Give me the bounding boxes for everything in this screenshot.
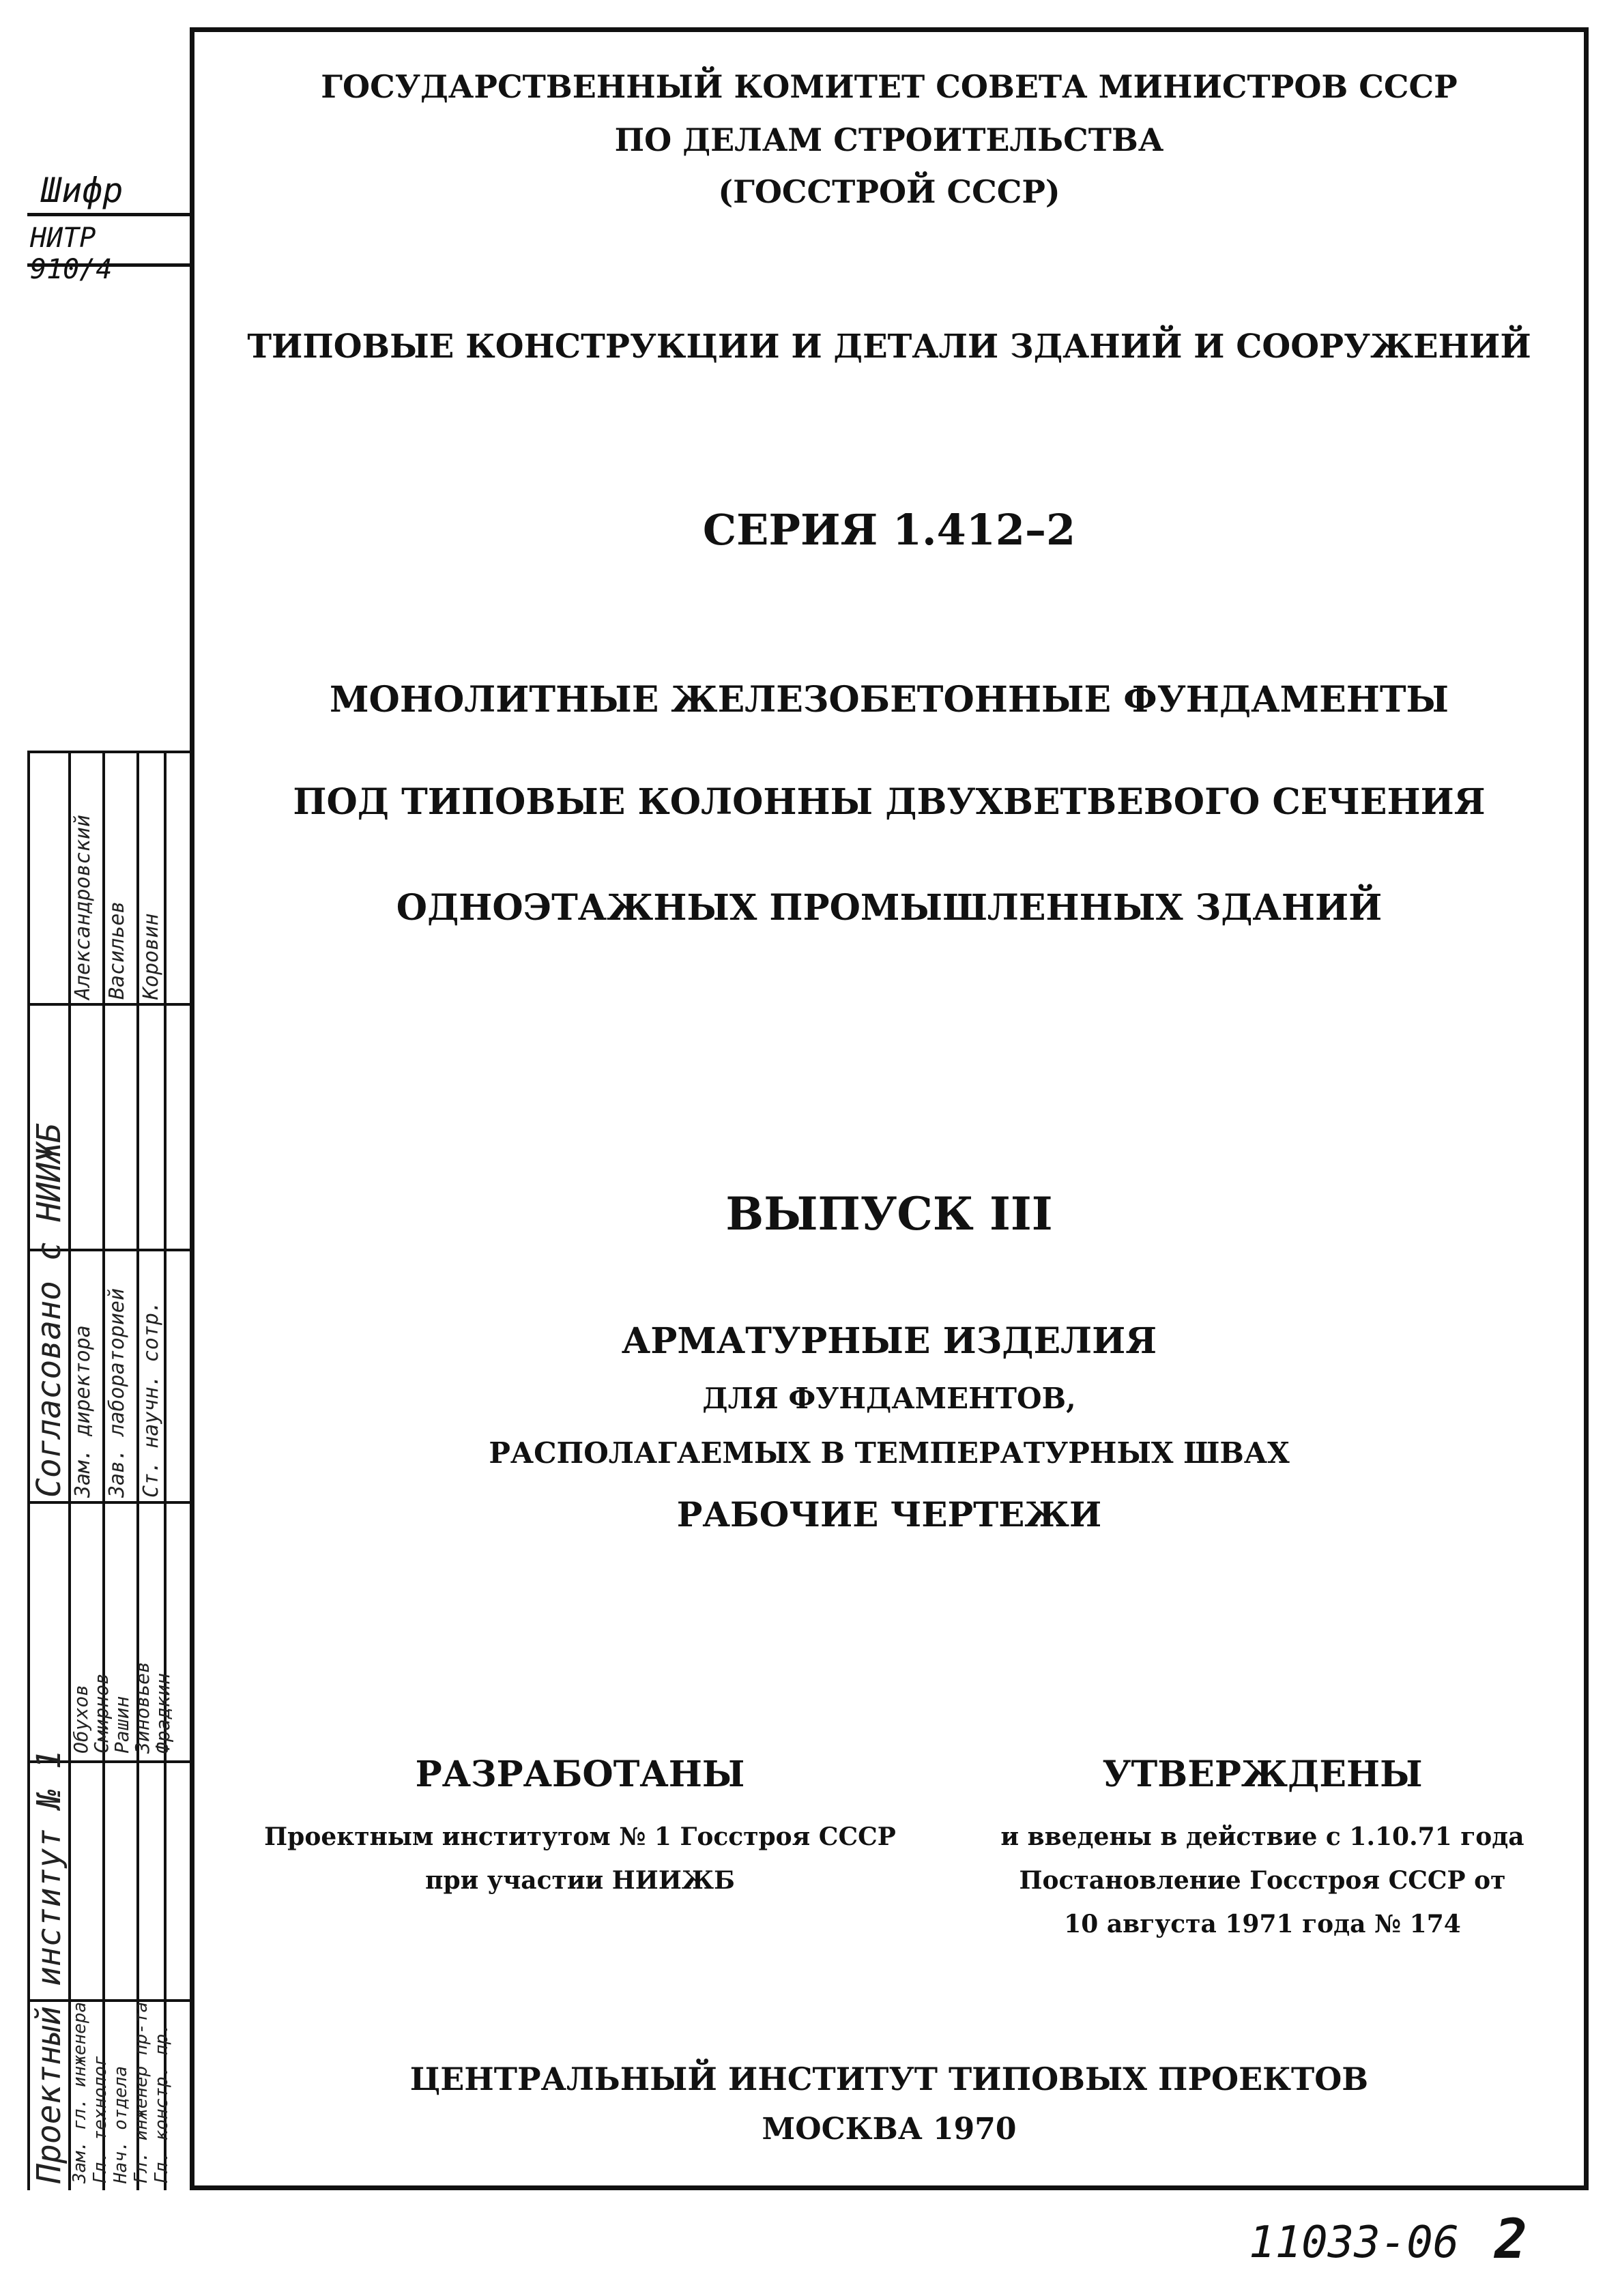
institute-role: Зам. гл. инженера	[70, 2001, 90, 2183]
subject-line-2: ПОД ТИПОВЫЕ КОЛОННЫ ДВУХВЕТВЕВОГО СЕЧЕНИЯ	[293, 781, 1486, 823]
cipher-code: НИТР 910/4	[30, 222, 113, 285]
developed-line-2: при участии НИИЖБ	[425, 1866, 735, 1895]
approved-block	[955, 1754, 1570, 1938]
issue-desc-line-1: АРМАТУРНЫЕ ИЗДЕЛИЯ	[621, 1320, 1157, 1362]
publisher-line-2: МОСКВА 1970	[762, 2112, 1017, 2147]
institute-role: Гл. констр. пр.	[151, 2023, 172, 2183]
institute-name: Рашин	[111, 1696, 133, 1754]
approved-heading: УТВЕРЖДЕНЫ	[1102, 1754, 1423, 1795]
institute-name: Фрадкин	[151, 1672, 174, 1754]
agreed-name: Коровин	[139, 913, 163, 1000]
institute-role: Гл. технолог	[90, 2055, 111, 2183]
collection-title: ТИПОВЫЕ КОНСТРУКЦИИ И ДЕТАЛИ ЗДАНИЙ И СООРУЖЕНИЙ	[247, 328, 1531, 366]
issue-desc-line-4: РАБОЧИЕ ЧЕРТЕЖИ	[676, 1494, 1102, 1535]
agreed-role: Ст. научн. сотр.	[139, 1300, 163, 1498]
issue-desc-line-2: ДЛЯ ФУНДАМЕНТОВ,	[702, 1382, 1076, 1415]
publisher-line-1: ЦЕНТРАЛЬНЫЙ ИНСТИТУТ ТИПОВЫХ ПРОЕКТОВ	[409, 2061, 1369, 2097]
issue-desc-line-3: РАСПОЛАГАЕМЫХ В ТЕМПЕРАТУРНЫХ ШВАХ	[489, 1436, 1290, 1470]
approved-line-1: и введены в действие с 1.10.71 года	[1000, 1822, 1524, 1851]
page-number: 2	[1494, 2207, 1528, 2271]
approval-strip	[27, 751, 190, 2190]
issue-title: ВЫПУСК III	[725, 1187, 1053, 1240]
agreed-role: Зав. лабораторией	[105, 1288, 129, 1498]
footer-code: 11033-06	[1249, 2218, 1460, 2268]
institute-role: Нач. отдела	[111, 2065, 131, 2183]
approved-line-3: 10 августа 1971 года № 174	[1064, 1910, 1461, 1938]
header-line-2: ПО ДЕЛАМ СТРОИТЕЛЬСТВА	[614, 121, 1164, 158]
subject-line-1: МОНОЛИТНЫЕ ЖЕЛЕЗОБЕТОННЫЕ ФУНДАМЕНТЫ	[329, 679, 1449, 721]
header-line-3: (ГОССТРОЙ СССР)	[718, 173, 1060, 210]
agreed-name: Александровский	[71, 815, 95, 1000]
institute-name: Смирнов	[90, 1672, 113, 1754]
cipher-stamp	[27, 164, 190, 285]
series-title: СЕРИЯ 1.412–2	[702, 505, 1076, 555]
approved-line-2: Постановление Госстроя СССР от	[1019, 1866, 1506, 1895]
institute-role: Гл. инженер пр-та	[131, 2001, 151, 2183]
institute-name: Зиновьев	[131, 1661, 154, 1754]
cipher-label: Шифр	[41, 171, 124, 210]
agreed-name: Васильев	[105, 901, 129, 1000]
institute-name: Обухов	[70, 1684, 92, 1754]
developed-line-1: Проектным институтом № 1 Госстроя СССР	[264, 1822, 896, 1851]
subject-line-3: ОДНОЭТАЖНЫХ ПРОМЫШЛЕННЫХ ЗДАНИЙ	[396, 887, 1383, 929]
developed-heading: РАЗРАБОТАНЫ	[415, 1754, 745, 1795]
developed-block	[239, 1754, 921, 1895]
header-line-1: ГОСУДАРСТВЕННЫЙ КОМИТЕТ СОВЕТА МИНИСТРОВ СССР	[321, 68, 1458, 105]
agreed-label: Согласовано с НИИЖБ	[30, 1122, 68, 1498]
institute-label: Проектный институт № 1	[30, 1749, 68, 2183]
agreed-role: Зам. директора	[71, 1325, 95, 1498]
